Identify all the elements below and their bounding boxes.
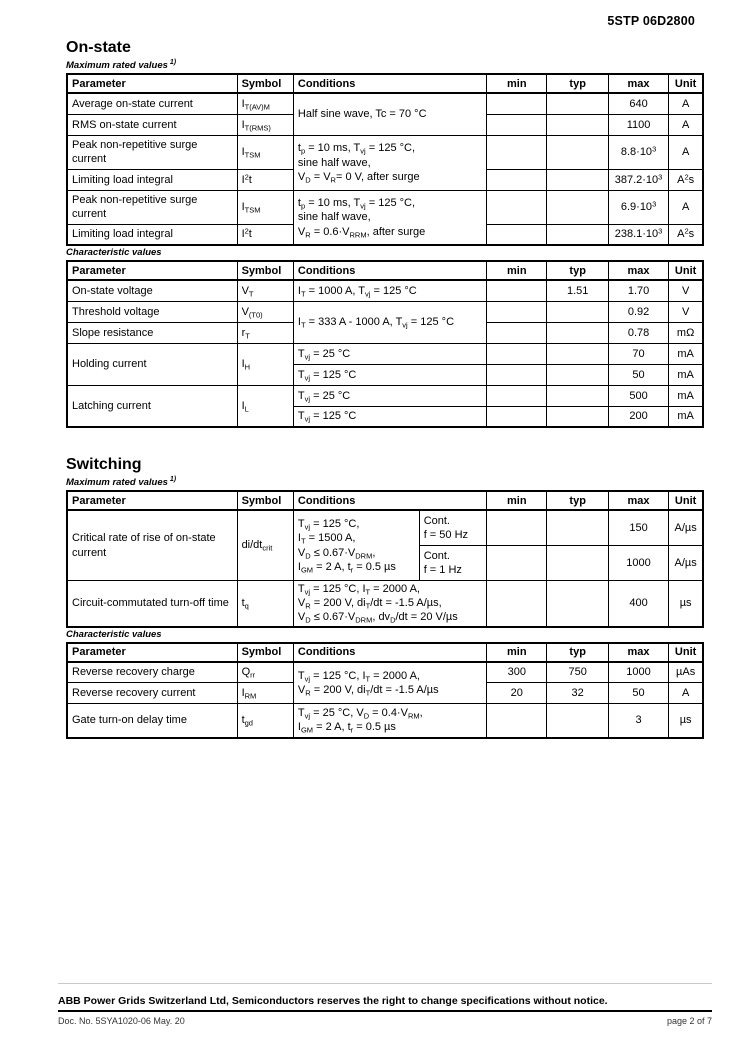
cell-max: 3 bbox=[608, 704, 668, 738]
col-header-symbol: Symbol bbox=[237, 261, 293, 280]
cell-typ: 1.51 bbox=[547, 280, 608, 301]
table-on-state-max-rated bbox=[66, 73, 704, 246]
cell-parameter: Critical rate of rise of on-state current bbox=[67, 510, 237, 580]
footnote-ref: 1) bbox=[169, 59, 177, 66]
cell-symbol: $I_H$ bbox=[237, 343, 293, 385]
col-header-max: max bbox=[608, 491, 668, 510]
cell-unit: mA bbox=[669, 406, 703, 427]
table-header-row bbox=[67, 491, 703, 510]
cell-max: 400 bbox=[608, 580, 668, 626]
page-number: page 2 of 7 bbox=[666, 1016, 712, 1026]
table-header-row bbox=[67, 261, 703, 280]
cell-unit: $A^2s$ bbox=[669, 169, 703, 190]
cell-symbol: $t_{gd}$ bbox=[237, 704, 293, 738]
cell-conditions: $T_{vj} = 125$ °C, $I_T = 1500$ A, $V_D \le 0.67\cdot V_{DRM}$, $I_{GM} = 2$ A, $t_r = 0.5$ µs bbox=[293, 510, 419, 580]
cell-unit: A bbox=[669, 114, 703, 135]
cell-max: 50 bbox=[608, 364, 668, 385]
table-row bbox=[67, 580, 703, 626]
cell-typ bbox=[547, 322, 608, 343]
cell-symbol: $I_{TSM}$ bbox=[237, 190, 293, 224]
part-number: 5STP 06D2800 bbox=[607, 14, 695, 28]
table-row bbox=[67, 343, 703, 364]
cell-unit: A bbox=[669, 93, 703, 114]
col-header-parameter: Parameter bbox=[67, 491, 237, 510]
cell-min: 300 bbox=[487, 662, 547, 683]
footer-top-rule bbox=[58, 983, 712, 984]
table-row bbox=[67, 510, 703, 545]
cell-min bbox=[487, 190, 547, 224]
cell-min bbox=[487, 224, 547, 245]
cell-min bbox=[487, 322, 547, 343]
cell-min bbox=[487, 169, 547, 190]
col-header-parameter: Parameter bbox=[67, 643, 237, 662]
cell-parameter: Peak non-repetitive surge current bbox=[67, 135, 237, 169]
subtitle-max-rated-values-1 bbox=[66, 59, 706, 71]
cell-max: 50 bbox=[608, 683, 668, 704]
cell-conditions-sub: Cont. f = 1 Hz bbox=[419, 545, 486, 580]
col-header-symbol: Symbol bbox=[237, 74, 293, 93]
cell-unit: mA bbox=[669, 343, 703, 364]
cell-parameter: Reverse recovery current bbox=[67, 683, 237, 704]
cell-min bbox=[487, 93, 547, 114]
cell-parameter: Latching current bbox=[67, 385, 237, 427]
cell-min bbox=[487, 406, 547, 427]
cell-typ bbox=[547, 385, 608, 406]
cell-unit: A/µs bbox=[669, 510, 703, 545]
cell-parameter: On-state voltage bbox=[67, 280, 237, 301]
page-content bbox=[66, 12, 706, 739]
cell-conditions: $t_p = 10$ ms, $T_{vj} = 125$ °C, sine half wave, $V_D = V_R= 0$ V, after surge bbox=[293, 135, 486, 190]
cell-conditions: $T_{vj} = 25$ °C bbox=[293, 343, 486, 364]
cell-min bbox=[487, 580, 547, 626]
cell-parameter: Peak non-repetitive surge current bbox=[67, 190, 237, 224]
cell-unit: mΩ bbox=[669, 322, 703, 343]
subtitle-text: Maximum rated values bbox=[66, 60, 168, 72]
col-header-unit: Unit bbox=[669, 491, 703, 510]
cell-parameter: Holding current bbox=[67, 343, 237, 385]
cell-min bbox=[487, 385, 547, 406]
col-header-typ: typ bbox=[547, 643, 608, 662]
cell-conditions: $T_{vj} = 125$ °C bbox=[293, 364, 486, 385]
col-header-conditions: Conditions bbox=[293, 643, 486, 662]
cell-conditions: $T_{vj} = 25$ °C bbox=[293, 385, 486, 406]
cell-conditions: $T_{vj} = 125$ °C bbox=[293, 406, 486, 427]
cell-parameter: Circuit-commutated turn-off time bbox=[67, 580, 237, 626]
cell-typ bbox=[547, 224, 608, 245]
col-header-max: max bbox=[608, 643, 668, 662]
cell-unit: mA bbox=[669, 385, 703, 406]
cell-unit: µs bbox=[669, 580, 703, 626]
cell-unit: A bbox=[669, 190, 703, 224]
cell-parameter: Limiting load integral bbox=[67, 169, 237, 190]
col-header-symbol: Symbol bbox=[237, 491, 293, 510]
cell-unit: A bbox=[669, 135, 703, 169]
cell-conditions: $t_p = 10$ ms, $T_{vj} = 125$ °C, sine half wave, $V_R = 0.6\cdot V_{RRM}$, after surge bbox=[293, 190, 486, 245]
cell-unit: $A^2s$ bbox=[669, 224, 703, 245]
table-row bbox=[67, 385, 703, 406]
footnote-ref: 1) bbox=[169, 476, 177, 484]
col-header-parameter: Parameter bbox=[67, 261, 237, 280]
cell-symbol: $V_T$ bbox=[237, 280, 293, 301]
cell-parameter: Average on-state current bbox=[67, 93, 237, 114]
cell-typ bbox=[547, 114, 608, 135]
cell-min bbox=[487, 510, 547, 545]
cell-min bbox=[487, 114, 547, 135]
cell-unit: V bbox=[669, 280, 703, 301]
table-switching-characteristic bbox=[66, 642, 704, 739]
cell-parameter: RMS on-state current bbox=[67, 114, 237, 135]
footer-notice: ABB Power Grids Switzerland Ltd, Semiconductors reserves the right to change specifications without notice. bbox=[58, 995, 712, 1012]
col-header-conditions: Conditions bbox=[293, 261, 486, 280]
col-header-max: max bbox=[608, 261, 668, 280]
cell-max: 150 bbox=[608, 510, 668, 545]
col-header-min: min bbox=[487, 491, 547, 510]
cell-symbol: $V_{(T0)}$ bbox=[237, 301, 293, 322]
cell-symbol: $di/dt_{crit}$ bbox=[237, 510, 293, 580]
cell-typ bbox=[547, 580, 608, 626]
section-title-on-state: On-state bbox=[66, 39, 131, 56]
cell-max: 500 bbox=[608, 385, 668, 406]
table-header-row bbox=[67, 74, 703, 93]
cell-max: $387.2\cdot 10^3$ bbox=[608, 169, 668, 190]
cell-parameter: Threshold voltage bbox=[67, 301, 237, 322]
cell-parameter: Reverse recovery charge bbox=[67, 662, 237, 683]
table-row bbox=[67, 135, 703, 169]
cell-min bbox=[487, 301, 547, 322]
subtitle-characteristic-values-2: Characteristic values bbox=[66, 628, 162, 640]
cell-unit: V bbox=[669, 301, 703, 322]
cell-symbol: $I_{RM}$ bbox=[237, 683, 293, 704]
table-header-row bbox=[67, 643, 703, 662]
col-header-max: max bbox=[608, 74, 668, 93]
table-row bbox=[67, 704, 703, 738]
cell-parameter: Limiting load integral bbox=[67, 224, 237, 245]
cell-min bbox=[487, 704, 547, 738]
cell-typ bbox=[547, 93, 608, 114]
table-row bbox=[67, 301, 703, 322]
cell-conditions: $I_T = 1000$ A, $T_{vj} = 125$ °C bbox=[293, 280, 486, 301]
page-footer bbox=[58, 983, 712, 1026]
cell-typ bbox=[547, 135, 608, 169]
col-header-unit: Unit bbox=[669, 643, 703, 662]
cell-max: $8.8\cdot 10^3$ bbox=[608, 135, 668, 169]
cell-typ bbox=[547, 301, 608, 322]
cell-unit: A bbox=[669, 683, 703, 704]
cell-max: 1.70 bbox=[608, 280, 668, 301]
subtitle-text: Maximum rated values bbox=[66, 477, 168, 489]
doc-number: Doc. No. 5SYA1020-06 May. 20 bbox=[58, 1016, 185, 1026]
col-header-parameter: Parameter bbox=[67, 74, 237, 93]
cell-symbol: $I^2t$ bbox=[237, 224, 293, 245]
cell-unit: mA bbox=[669, 364, 703, 385]
cell-max: $6.9\cdot 10^3$ bbox=[608, 190, 668, 224]
cell-max: 1100 bbox=[608, 114, 668, 135]
cell-typ bbox=[547, 364, 608, 385]
cell-min bbox=[487, 343, 547, 364]
cell-max: 1000 bbox=[608, 545, 668, 580]
cell-symbol: $r_T$ bbox=[237, 322, 293, 343]
cell-parameter: Slope resistance bbox=[67, 322, 237, 343]
cell-conditions: $T_{vj} = 125$ °C, $I_T = 2000$ A, $V_R = 200$ V, $di_T/dt = -1.5$ A/µs, $V_D \le 0.67\cdot V_{DRM}$, $dv_D/dt = 20$ V/µs bbox=[293, 580, 486, 626]
cell-typ bbox=[547, 545, 608, 580]
col-header-min: min bbox=[487, 261, 547, 280]
cell-max: 0.92 bbox=[608, 301, 668, 322]
cell-max: 200 bbox=[608, 406, 668, 427]
cell-conditions: Half sine wave, Tc = 70 °C bbox=[293, 93, 486, 135]
cell-min bbox=[487, 135, 547, 169]
table-row bbox=[67, 280, 703, 301]
section-title-switching: Switching bbox=[66, 456, 142, 474]
cell-typ bbox=[547, 510, 608, 545]
subtitle-characteristic-values-1: Characteristic values bbox=[66, 247, 162, 259]
cell-min: 20 bbox=[487, 683, 547, 704]
cell-typ: 750 bbox=[547, 662, 608, 683]
col-header-typ: typ bbox=[547, 74, 608, 93]
cell-typ bbox=[547, 343, 608, 364]
col-header-typ: typ bbox=[547, 491, 608, 510]
col-header-unit: Unit bbox=[669, 74, 703, 93]
cell-symbol: $I^2t$ bbox=[237, 169, 293, 190]
cell-typ bbox=[547, 190, 608, 224]
table-switching-max-rated bbox=[66, 490, 704, 627]
cell-conditions: $T_{vj} = 25$ °C, $V_D = 0.4\cdot V_{RM}$, $I_{GM} = 2$ A, $t_r = 0.5$ µs bbox=[293, 704, 486, 738]
cell-max: 1000 bbox=[608, 662, 668, 683]
cell-max: 0.78 bbox=[608, 322, 668, 343]
cell-typ bbox=[547, 169, 608, 190]
table-on-state-characteristic bbox=[66, 260, 704, 428]
table-row bbox=[67, 93, 703, 114]
col-header-conditions: Conditions bbox=[293, 491, 486, 510]
cell-symbol: $I_L$ bbox=[237, 385, 293, 427]
cell-typ: 32 bbox=[547, 683, 608, 704]
cell-symbol: $I_{T(AV)M}$ bbox=[237, 93, 293, 114]
col-header-conditions: Conditions bbox=[293, 74, 486, 93]
cell-unit: µs bbox=[669, 704, 703, 738]
table-row bbox=[67, 190, 703, 224]
col-header-unit: Unit bbox=[669, 261, 703, 280]
col-header-min: min bbox=[487, 643, 547, 662]
col-header-typ: typ bbox=[547, 261, 608, 280]
col-header-min: min bbox=[487, 74, 547, 93]
cell-conditions-sub: Cont. f = 50 Hz bbox=[419, 510, 486, 545]
cell-unit: A/µs bbox=[669, 545, 703, 580]
cell-conditions: $I_T = 333$ A - 1000 A, $T_{vj} = 125$ °C bbox=[293, 301, 486, 343]
cell-unit: µAs bbox=[669, 662, 703, 683]
subtitle-max-rated-values-2 bbox=[66, 476, 706, 488]
table-row bbox=[67, 662, 703, 683]
cell-min bbox=[487, 545, 547, 580]
cell-max: 70 bbox=[608, 343, 668, 364]
cell-typ bbox=[547, 406, 608, 427]
cell-min bbox=[487, 280, 547, 301]
footer-info-row bbox=[58, 1016, 712, 1026]
cell-symbol: $I_{T(RMS)}$ bbox=[237, 114, 293, 135]
cell-symbol: $Q_{rr}$ bbox=[237, 662, 293, 683]
cell-symbol: $I_{TSM}$ bbox=[237, 135, 293, 169]
col-header-symbol: Symbol bbox=[237, 643, 293, 662]
cell-max: $238.1\cdot 10^3$ bbox=[608, 224, 668, 245]
cell-typ bbox=[547, 704, 608, 738]
cell-symbol: $t_q$ bbox=[237, 580, 293, 626]
cell-min bbox=[487, 364, 547, 385]
cell-parameter: Gate turn-on delay time bbox=[67, 704, 237, 738]
cell-conditions: $T_{vj} = 125$ °C, $I_T = 2000$ A, $V_R = 200$ V, $di_T/dt = -1.5$ A/µs bbox=[293, 662, 486, 704]
cell-max: 640 bbox=[608, 93, 668, 114]
